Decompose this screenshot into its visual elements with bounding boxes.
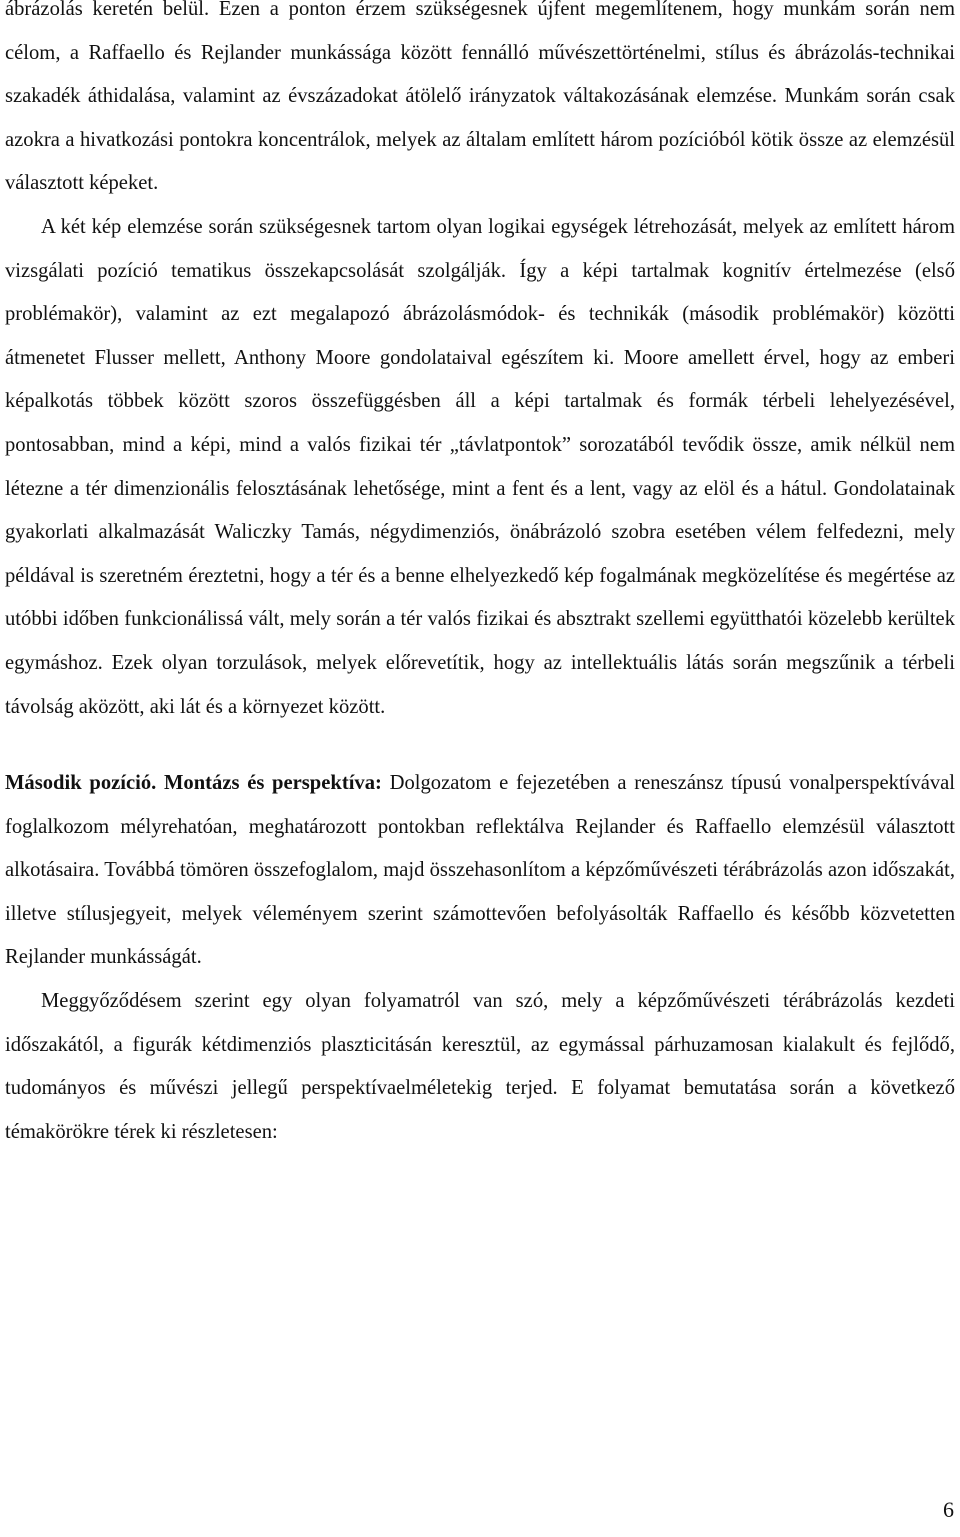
paragraph-intro-continuation: ábrázolás keretén belül. Ezen a ponton érzem szükségesnek újfent megemlítenem, hogy munkám során nem célom, a Raffaello és Rejlander munkássága között fennálló művészettörténelmi, stílus és ábrázolás-technikai szakadék áthidalása, valamint az évszázadokat átölelő irányzatok váltakozásának elemzése. Munkám során csak azokra a hivatkozási pontokra koncentrálok, melyek az általam említett három pozícióból kötik össze az elemzésül választott képeket. bbox=[5, 0, 955, 195]
paragraph-analysis-units: A két kép elemzése során szükségesnek tartom olyan logikai egységek létrehozását, melyek az említett három vizsgálati pozíció tematikus összekapcsolását szolgálják. Így a képi tartalmak kognitív értelmezése (első problémakör), valamint az ezt megalapozó ábrázolásmódok- és technikák (második problémakör) közötti átmenetet Flusser mellett, Anthony Moore gondolataival egészítem ki. Moore amellett érvel, hogy az emberi képalkotás többek között szoros összefüggésben áll a képi tartalmak és formák térbeli lehelyezésével, pontosabban, mind a képi, mind a valós fizikai tér „távlatpontok” sorozatából tevődik össze, amik nélkül nem létezne a tér dimenzionális felosztásának lehetősége, mint a fent és a lent, vagy az elöl és a hátul. Gondolatainak gyakorlati alkalmazását Waliczky Tamás, négydimenziós, önábrázoló szobra esetében vélem felfedezni, mely példával is szeretném éreztetni, hogy a tér és a benne elhelyezkedő kép fogalmának megközelítése és megértése az utóbbi időben funkcionálissá vált, mely során a tér valós fizikai és absztrakt szellemi együtthatói közelebb kerültek egymáshoz. Ezek olyan torzulások, melyek előrevetítik, hogy az intellektuális látás során megszűnik a térbeli távolság aközött, aki lát és a környezet között. bbox=[5, 215, 955, 718]
paragraph-second-position bbox=[5, 762, 955, 980]
section-heading-second-position: Második pozíció. Montázs és perspektíva: bbox=[5, 772, 382, 795]
section-body-second-position: Dolgozatom e fejezetében a reneszánsz típusú vonalperspektívával foglalkozom mélyrehatóan, meghatározott pontokban reflektálva Rejlander és Raffaello elemzésül választott alkotásaira. Továbbá tömören összefoglalom, majd összehasonlítom a képzőművészeti térábrázolás azon időszakát, illetve stílusjegyeit, melyek véleményem szerint számottevően befolyásolták Raffaello és később közvetetten Rejlander munkásságát. bbox=[5, 772, 955, 969]
document-page bbox=[5, 0, 955, 1154]
paragraph-conviction: Meggyőződésem szerint egy olyan folyamatról van szó, mely a képzőművészeti térábrázolás kezdeti időszakától, a figurák kétdimenziós plaszticitásán keresztül, az egymással párhuzamosan kialakult és fejlődő, tudományos és művészi jellegű perspektívaelméletekig terjed. E folyamat bemutatása során a következő témakörökre térek ki részletesen: bbox=[5, 990, 955, 1143]
page-number: 6 bbox=[943, 1497, 954, 1522]
